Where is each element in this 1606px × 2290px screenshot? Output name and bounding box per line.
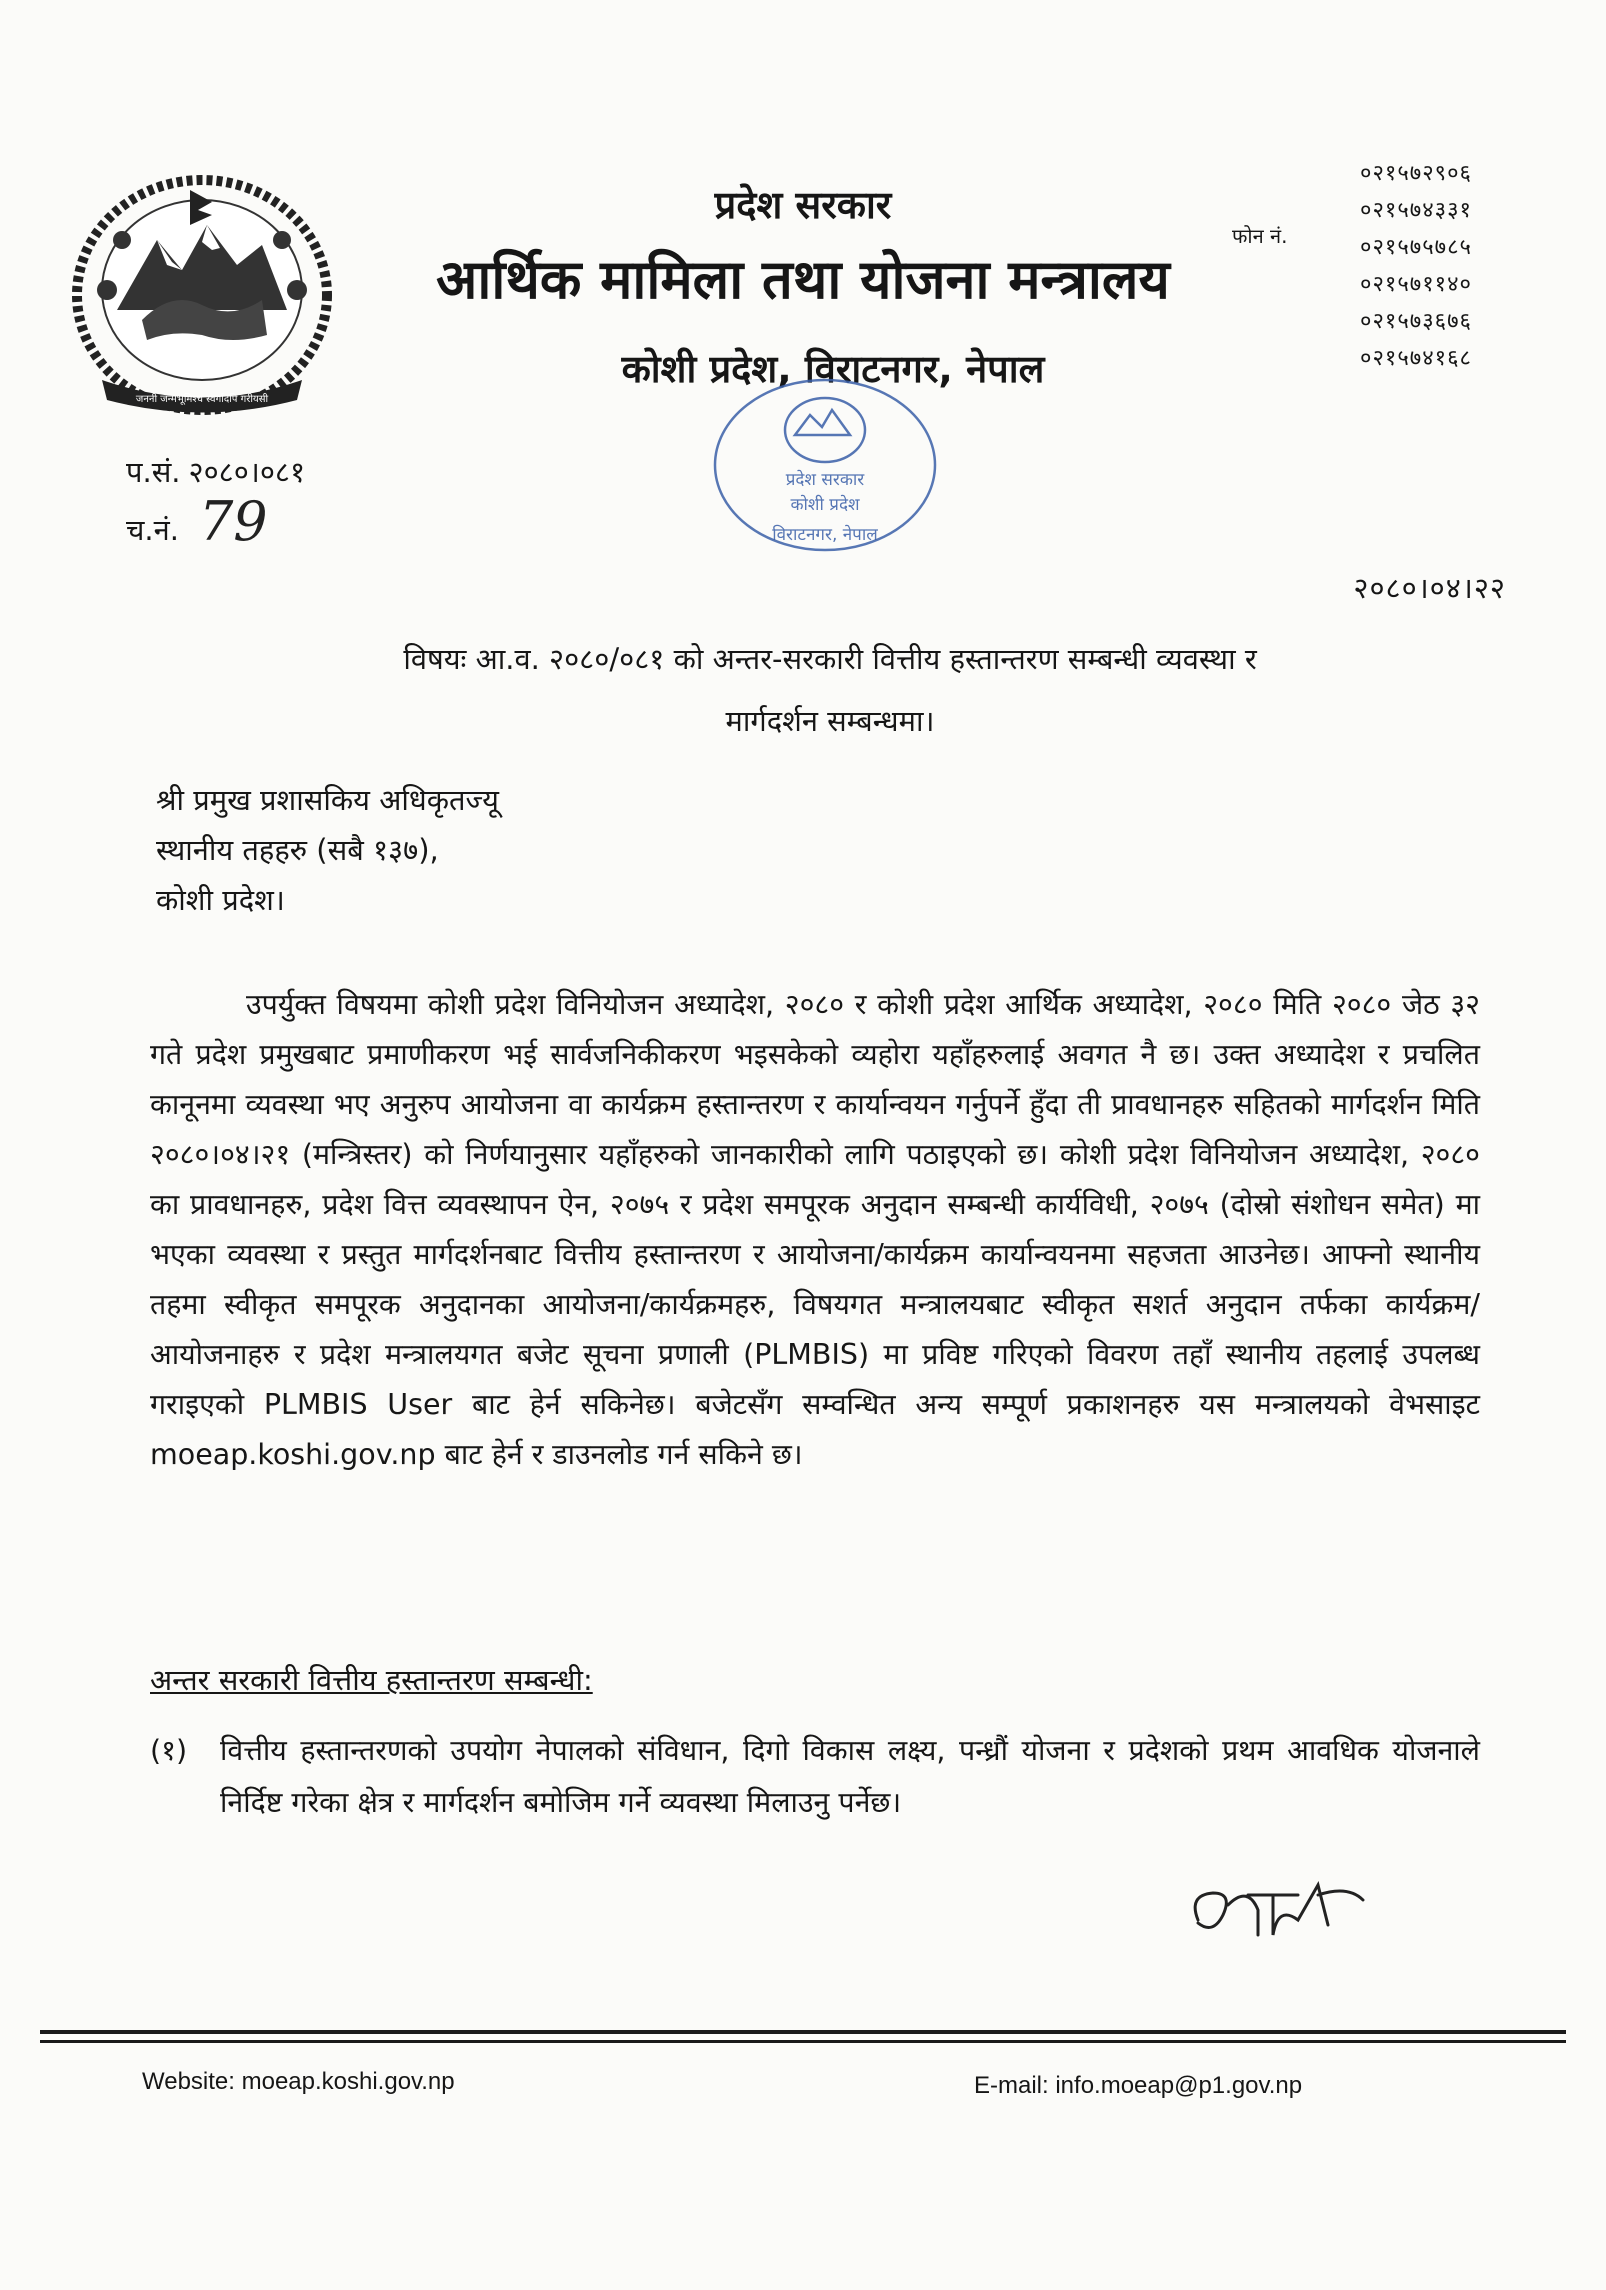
addressee-line-1: श्री प्रमुख प्रशासकिय अधिकृतज्यू bbox=[156, 783, 499, 817]
header-ministry: आर्थिक मामिला तथा योजना मन्त्रालय bbox=[436, 248, 1170, 311]
ps-value: २०८०।०८१ bbox=[188, 455, 306, 489]
footer-website: Website: moeap.koshi.gov.np bbox=[142, 2068, 455, 2095]
phone-number: ०२१५७३६७६ bbox=[1360, 309, 1472, 334]
phone-number: ०२१५७४३३१ bbox=[1360, 198, 1472, 223]
signature-icon bbox=[1178, 1865, 1378, 1955]
svg-text:कोशी प्रदेश: कोशी प्रदेश bbox=[790, 495, 860, 515]
header-government: प्रदेश सरकार bbox=[714, 183, 892, 227]
official-stamp-icon bbox=[700, 365, 950, 585]
footer-divider bbox=[40, 2040, 1566, 2043]
list-item-number: (१) bbox=[150, 1734, 188, 1767]
header-location: कोशी प्रदेश, विराटनगर, नेपाल bbox=[621, 347, 1045, 391]
body-paragraph: उपर्युक्त विषयमा कोशी प्रदेश विनियोजन अध्यादेश, २०८० र कोशी प्रदेश आर्थिक अध्यादेश, २०८० मिति २०८० जेठ ३२ गते प्रदेश प्रमुखबाट प्रमाणीकरण भई सार्वजनिकीकरण भइसकेको व्यहोरा यहाँहरुलाई अवगत नै छ। उक्त अध्यादेश र प्रचलित कानूनमा व्यवस्था भए अनुरुप आयोजना वा कार्यक्रम हस्तान्तरण र कार्यान्वयन गर्नुपर्ने हुँदा ती प्रावधानहरु सहितको मार्गदर्शन मिति २०८०।०४।२१ (मन्त्रिस्तर) को निर्णयानुसार यहाँहरुको जानकारीको लागि पठाइएको छ। कोशी प्रदेश विनियोजन अध्यादेश, २०८० का प्रावधानहरु, प्रदेश वित्त व्यवस्थापन ऐन, २०७५ र प्रदेश समपूरक अनुदान सम्बन्धी कार्यविधी, २०७५ (दोस्रो संशोधन समेत) मा भएका व्यवस्था र प्रस्तुत मार्गदर्शनबाट वित्तीय हस्तान्तरण र आयोजना/कार्यक्रम कार्यान्वयनमा सहजता आउनेछ। आफ्नो स्थानीय तहमा स्वीकृत समपूरक अनुदानका आयोजना/कार्यक्रमहरु, विषयगत मन्त्रालयबाट स्वीकृत सशर्त अनुदान तर्फका कार्यक्रम/आयोजनाहरु र प्रदेश मन्त्रालयगत बजेट सूचना प्रणाली (PLMBIS) मा प्रविष्ट गरिएको विवरण तहाँ स्थानीय तहलाई उपलब्ध गराइएको PLMBIS User बाट हेर्न सकिनेछ। बजेटसँग सम्वन्धित अन्य सम्पूर्ण प्रकाशनहरु यस मन्त्रालयको वेभसाइट moeap.koshi.gov.np बाट हेर्न र डाउनलोड गर्न सकिने छ। bbox=[150, 988, 1480, 1471]
addressee-line-3: कोशी प्रदेश। bbox=[156, 883, 285, 917]
svg-text:विराटनगर, नेपाल: विराटनगर, नेपाल bbox=[772, 525, 878, 545]
addressee bbox=[156, 775, 499, 925]
list-item-text: वित्तीय हस्तान्तरणको उपयोग नेपालको संविधान, दिगो विकास लक्ष्य, पन्ध्रौं योजना र प्रदेशको प्रथम आवधिक योजनाले निर्दिष्ट गरेका क्षेत्र र मार्गदर्शन बमोजिम गर्ने व्यवस्था मिलाउनु पर्नेछ। bbox=[220, 1734, 1480, 1819]
phone-number: ०२१५७४१६८ bbox=[1360, 346, 1472, 371]
subject-line-2: मार्गदर्शन सम्बन्धमा। bbox=[725, 704, 935, 738]
section-heading: अन्तर सरकारी वित्तीय हस्तान्तरण सम्बन्धी: bbox=[150, 1663, 593, 1697]
subject bbox=[200, 628, 1460, 752]
footer-divider bbox=[40, 2030, 1566, 2034]
phone-list bbox=[1360, 155, 1472, 377]
svg-text:प्रदेश सरकार: प्रदेश सरकार bbox=[785, 470, 865, 490]
addressee-line-2: स्थानीय तहहरु (सबै १३७), bbox=[156, 833, 439, 867]
reference-block bbox=[126, 448, 306, 553]
footer-email: E-mail: info.moeap@p1.gov.np bbox=[974, 2072, 1303, 2099]
phone-number: ०२१५७५७८५ bbox=[1360, 235, 1472, 260]
subject-line-1: विषयः आ.व. २०८०/०८१ को अन्तर-सरकारी वित्तीय हस्तान्तरण सम्बन्धी व्यवस्था र bbox=[403, 642, 1257, 676]
letter-date: २०८०।०४।२२ bbox=[1353, 571, 1506, 605]
list-item bbox=[150, 1725, 1480, 1829]
cn-label: च.नं. bbox=[126, 513, 179, 547]
phone-number: ०२१५७११४० bbox=[1360, 272, 1472, 297]
phone-number: ०२१५७२९०६ bbox=[1360, 161, 1472, 186]
phone-label: फोन नं. bbox=[1232, 224, 1288, 248]
ps-label: प.सं. bbox=[126, 455, 181, 489]
svg-text:जननी जन्मभूमिश्च स्वर्गादपि गर: जननी जन्मभूमिश्च स्वर्गादपि गरीयसी bbox=[135, 394, 269, 405]
cn-value: 79 bbox=[198, 490, 268, 553]
